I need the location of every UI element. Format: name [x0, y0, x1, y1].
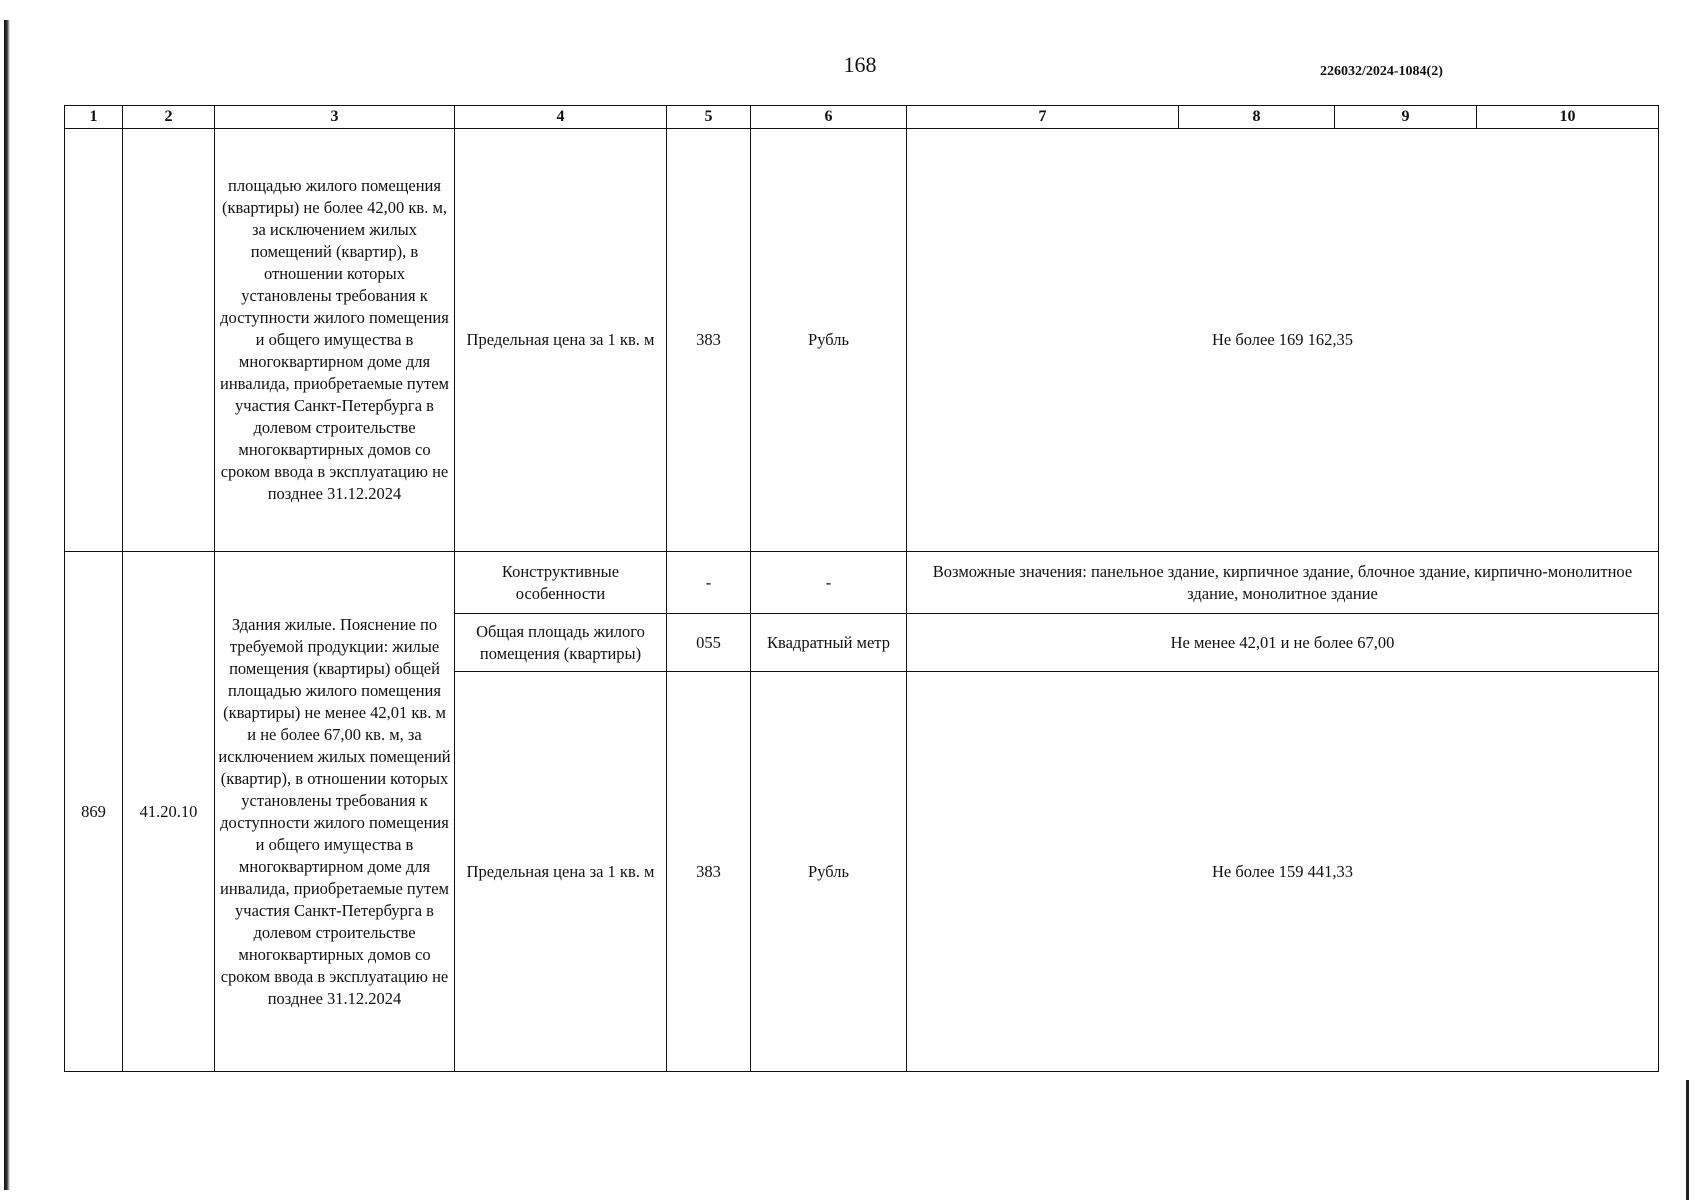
row-number: 869	[65, 552, 123, 1072]
column-header: 1	[65, 106, 123, 129]
okei-code: 383	[667, 129, 751, 552]
okei-code: 383	[667, 672, 751, 1072]
characteristic-value: Не более 169 162,35	[907, 129, 1659, 552]
characteristic-name: Общая площадь жилого помещения (квартиры)	[455, 614, 667, 672]
catalog-table	[64, 105, 1659, 1072]
column-header: 8	[1179, 106, 1335, 129]
column-header: 4	[455, 106, 667, 129]
column-header: 9	[1335, 106, 1477, 129]
page-number: 168	[843, 52, 877, 77]
product-description: площадью жилого помещения (квартиры) не более 42,00 кв. м, за исключением жилых помещений (квартир), в отношении которых установлены требования к доступности жилого помещения и общего имущества в многоквартирном доме для инвалида, приобретаемые путем участия Санкт-Петербурга в долевом строительстве многоквартирных домов со сроком ввода в эксплуатацию не позднее 31.12.2024	[215, 129, 455, 552]
unit-name: Квадратный метр	[751, 614, 907, 672]
characteristic-value: Возможные значения: панельное здание, кирпичное здание, блочное здание, кирпично-монолитное здание, монолитное здание	[907, 552, 1659, 614]
characteristic-name: Предельная цена за 1 кв. м	[455, 672, 667, 1072]
okei-code: -	[667, 552, 751, 614]
okpd-code: 41.20.10	[123, 552, 215, 1072]
document-id: 226032/2024-1084(2)	[1320, 64, 1443, 79]
column-header: 10	[1477, 106, 1659, 129]
column-header: 5	[667, 106, 751, 129]
characteristic-value: Не менее 42,01 и не более 67,00	[907, 614, 1659, 672]
table-row	[65, 552, 1659, 614]
characteristic-value: Не более 159 441,33	[907, 672, 1659, 1072]
scan-edge-right	[1686, 1080, 1689, 1200]
unit-name: -	[751, 552, 907, 614]
okei-code: 055	[667, 614, 751, 672]
header-row	[65, 106, 1659, 129]
okpd-code	[123, 129, 215, 552]
column-header: 6	[751, 106, 907, 129]
scan-edge-left	[4, 20, 10, 1190]
column-header: 7	[907, 106, 1179, 129]
product-description: Здания жилые. Пояснение по требуемой продукции: жилые помещения (квартиры) общей площадью жилого помещения (квартиры) не менее 42,01 кв. м и не более 67,00 кв. м, за исключением жилых помещений (квартир), в отношении которых установлены требования к доступности жилого помещения и общего имущества в многоквартирном доме для инвалида, приобретаемые путем участия Санкт-Петербурга в долевом строительстве многоквартирных домов со сроком ввода в эксплуатацию не позднее 31.12.2024	[215, 552, 455, 1072]
characteristic-name: Предельная цена за 1 кв. м	[455, 129, 667, 552]
column-header: 2	[123, 106, 215, 129]
unit-name: Рубль	[751, 129, 907, 552]
row-number	[65, 129, 123, 552]
unit-name: Рубль	[751, 672, 907, 1072]
column-header: 3	[215, 106, 455, 129]
table-row	[65, 129, 1659, 552]
characteristic-name: Конструктивные особенности	[455, 552, 667, 614]
